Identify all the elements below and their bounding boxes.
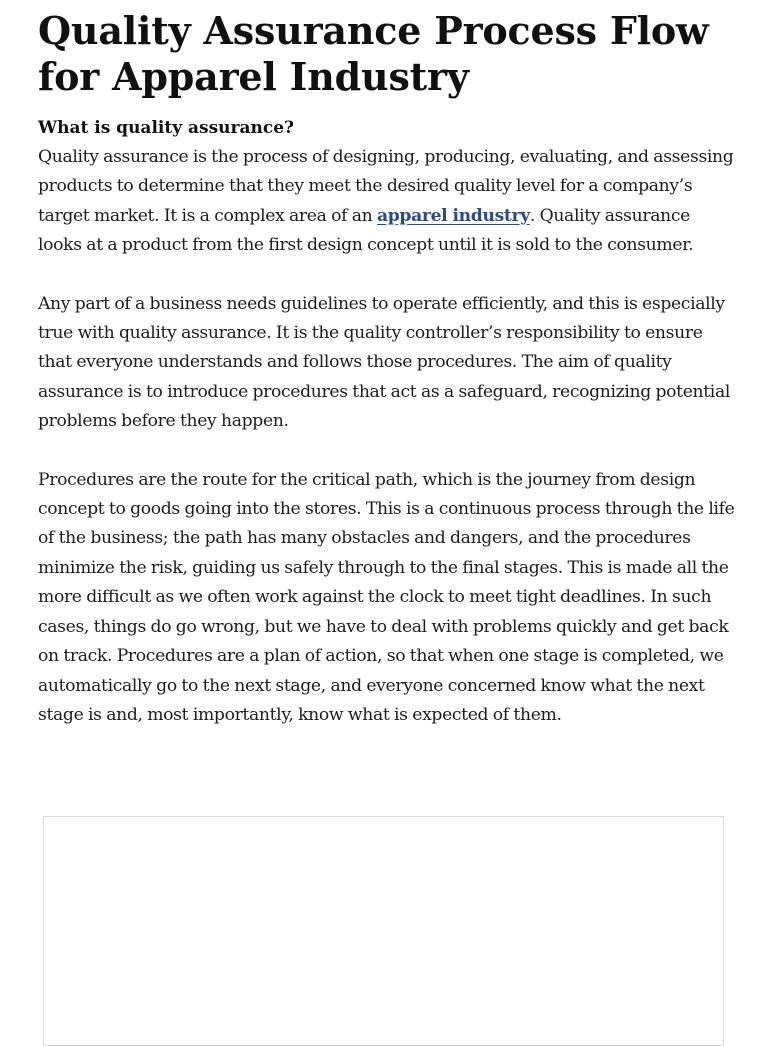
paragraph-intro-text-end: . Quality assurance looks at a product from the first design concept until it is sold to the consumer.	[38, 205, 694, 256]
paragraph-intro	[38, 143, 738, 261]
paragraph-procedures: Procedures are the route for the critical path, which is the journey from design concept to goods going into the stores. This is a continuous process through the life of the business; the path has many obstacles and dangers, and the procedures minimize the risk, guiding us safely through to the final stages. This is made all the more difficult as we often work against the clock to meet tight deadlines. In such cases, things do go wrong, but we have to deal with problems quickly and get back on track. Procedures are a plan of action, so that when one stage is completed, we automatically go to the next stage, and everyone concerned know what the next stage is and, most importantly, know what is expected of them.	[38, 469, 735, 725]
paragraph-guidelines: Any part of a business needs guidelines to operate efficiently, and this is especially true with quality assurance. It is the quality controller’s responsibility to ensure that everyone understands and follows those procedures. The aim of quality assurance is to introduce procedures that act as a safeguard, recognizing potential problems before they happen.	[38, 293, 730, 432]
page-title: Quality Assurance Process Flow for Apparel Industry	[38, 8, 709, 99]
embedded-content-frame[interactable]	[43, 816, 724, 1046]
section-heading: What is quality assurance?	[38, 118, 294, 138]
apparel-industry-link[interactable]: apparel industry	[376, 205, 530, 226]
article-body	[38, 8, 738, 759]
paragraph-intro-text-start: Quality assurance is the process of designing, producing, evaluating, and assessing products to determine that they meet the desired quality level for a company’s target market. It is a complex area of an	[38, 147, 734, 226]
